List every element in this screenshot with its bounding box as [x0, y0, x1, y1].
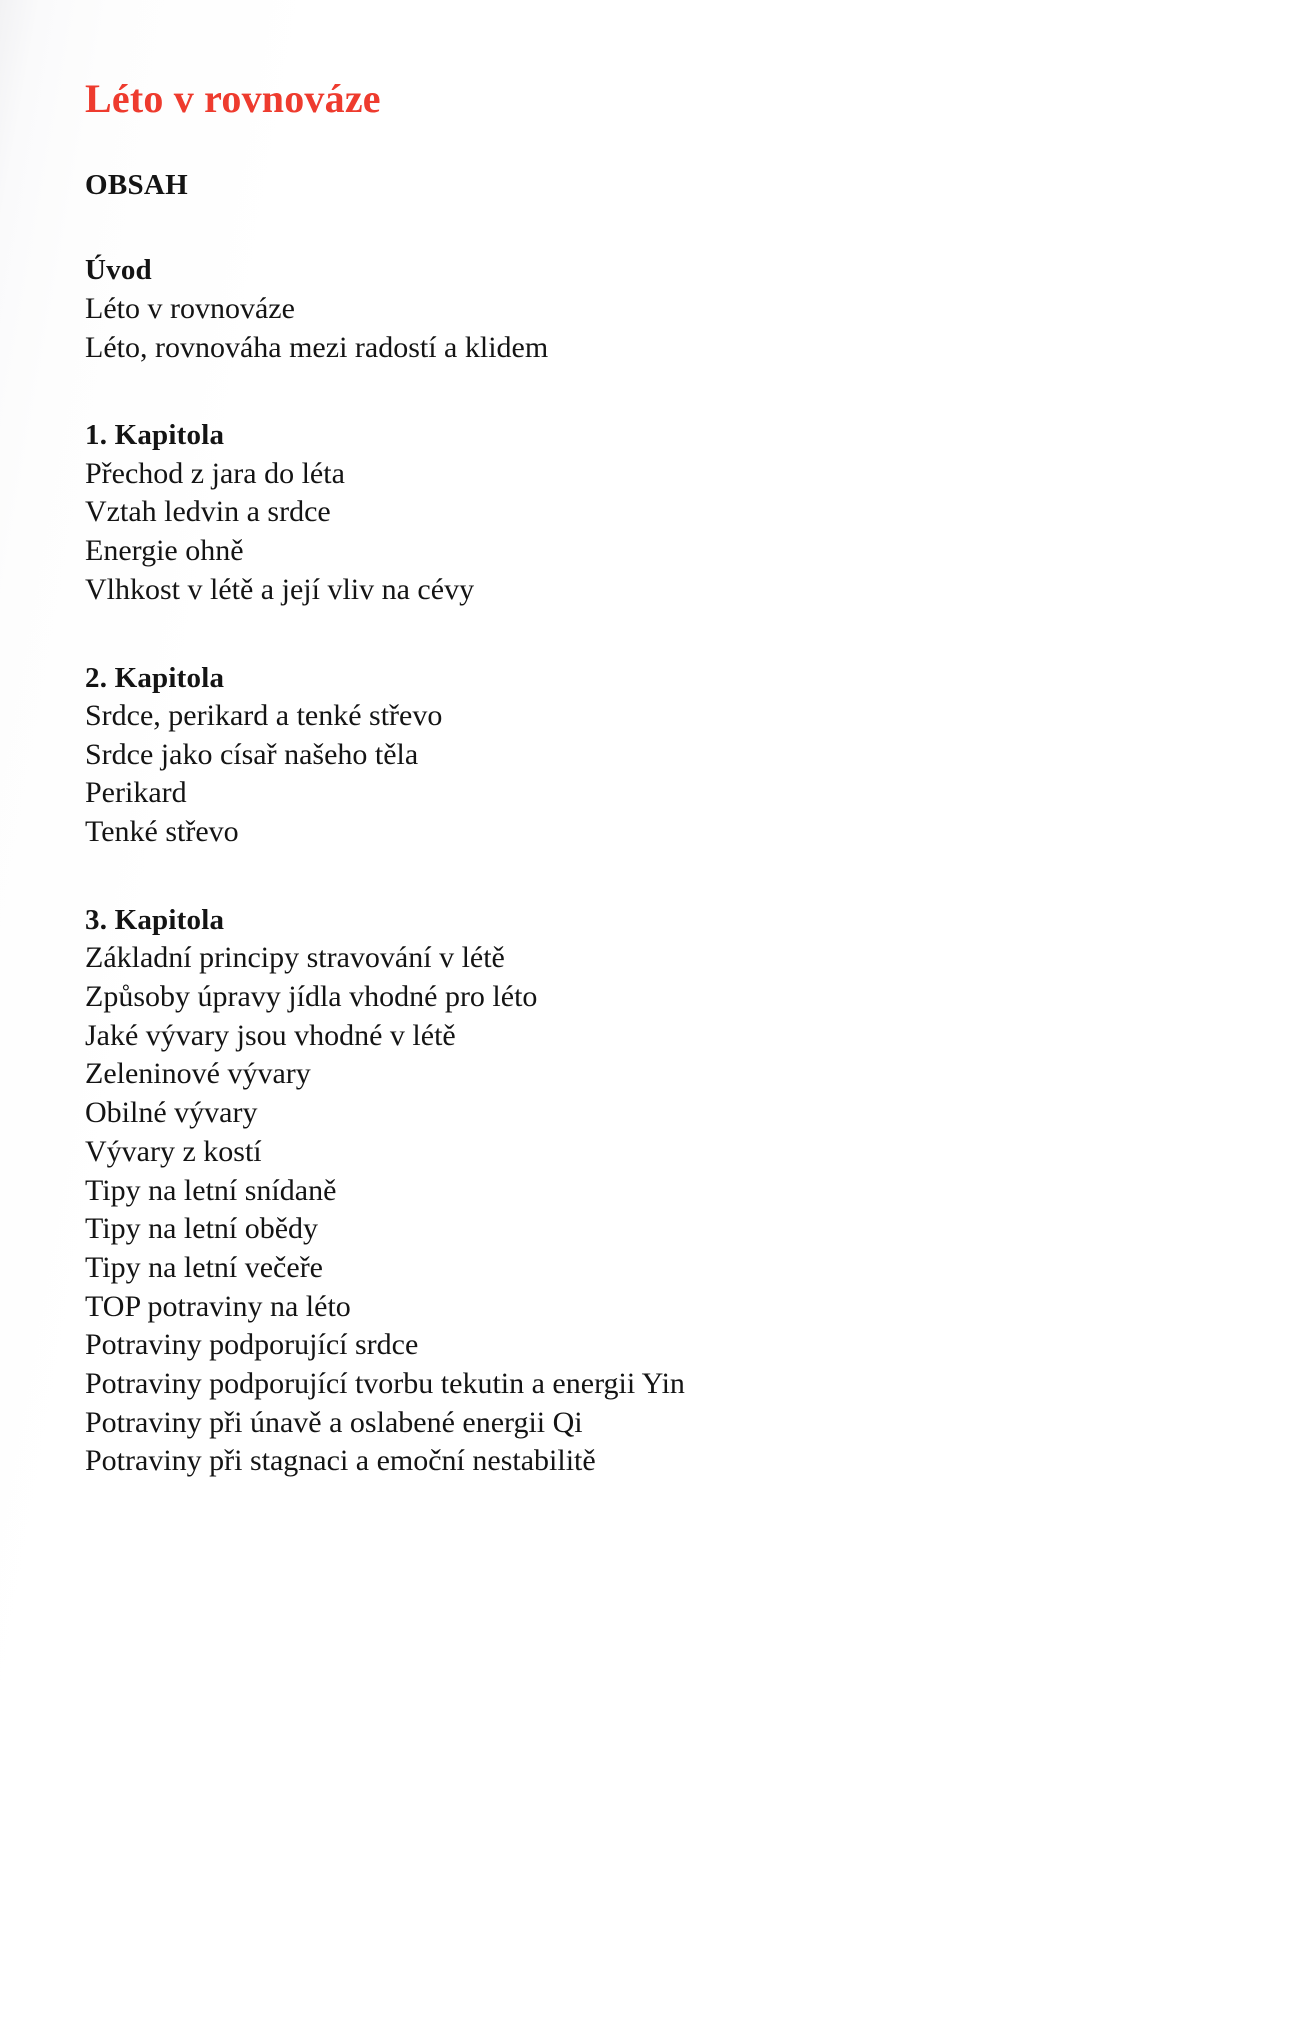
table-of-contents-heading: OBSAH: [85, 169, 189, 202]
toc-section-title: 3. Kapitola: [85, 903, 225, 936]
toc-entry[interactable]: Potraviny podporující tvorbu tekutin a energii Yin: [85, 1366, 685, 1400]
document-content: [85, 78, 1240, 1481]
toc-section: [85, 416, 1240, 609]
toc-entry[interactable]: TOP potraviny na léto: [85, 1289, 351, 1323]
toc-entry[interactable]: Potraviny podporující srdce: [85, 1328, 419, 1362]
toc-entry[interactable]: Základní principy stravování v létě: [85, 941, 505, 975]
toc-entry[interactable]: Perikard: [85, 776, 187, 810]
table-of-contents: [85, 251, 1240, 1481]
toc-entry[interactable]: Potraviny při únavě a oslabené energii Qi: [85, 1405, 583, 1439]
toc-entry[interactable]: Vlhkost v létě a její vliv na cévy: [85, 572, 475, 606]
toc-section: [85, 659, 1240, 852]
toc-section-title: Úvod: [85, 254, 152, 287]
toc-section-title: 2. Kapitola: [85, 661, 225, 694]
toc-entry[interactable]: Léto v rovnováze: [85, 291, 295, 325]
toc-entry[interactable]: Přechod z jara do léta: [85, 456, 345, 490]
toc-entry[interactable]: Tenké střevo: [85, 815, 239, 849]
page-title: Léto v rovnováze: [85, 76, 381, 121]
toc-entry-list: [85, 697, 1240, 852]
toc-entry[interactable]: Jaké vývary jsou vhodné v létě: [85, 1018, 456, 1052]
toc-entry[interactable]: Způsoby úpravy jídla vhodné pro léto: [85, 980, 538, 1014]
toc-entry[interactable]: Energie ohně: [85, 534, 244, 568]
toc-entry-list: [85, 939, 1240, 1481]
toc-entry[interactable]: Vztah ledvin a srdce: [85, 495, 331, 529]
toc-entry[interactable]: Tipy na letní obědy: [85, 1212, 319, 1246]
toc-section: [85, 901, 1240, 1481]
toc-entry[interactable]: Zeleninové vývary: [85, 1057, 311, 1091]
toc-entry-list: [85, 455, 1240, 610]
toc-entry[interactable]: Tipy na letní snídaně: [85, 1173, 337, 1207]
toc-entry-list: [85, 290, 1240, 367]
toc-entry[interactable]: Obilné vývary: [85, 1096, 258, 1130]
toc-section: [85, 251, 1240, 367]
toc-entry[interactable]: Srdce jako císař našeho těla: [85, 737, 419, 771]
toc-entry[interactable]: Potraviny při stagnaci a emoční nestabilitě: [85, 1444, 596, 1478]
toc-entry[interactable]: Vývary z kostí: [85, 1134, 262, 1168]
toc-entry[interactable]: Léto, rovnováha mezi radostí a klidem: [85, 330, 549, 364]
toc-section-title: 1. Kapitola: [85, 419, 225, 452]
toc-entry[interactable]: Srdce, perikard a tenké střevo: [85, 699, 443, 733]
toc-entry[interactable]: Tipy na letní večeře: [85, 1250, 323, 1284]
